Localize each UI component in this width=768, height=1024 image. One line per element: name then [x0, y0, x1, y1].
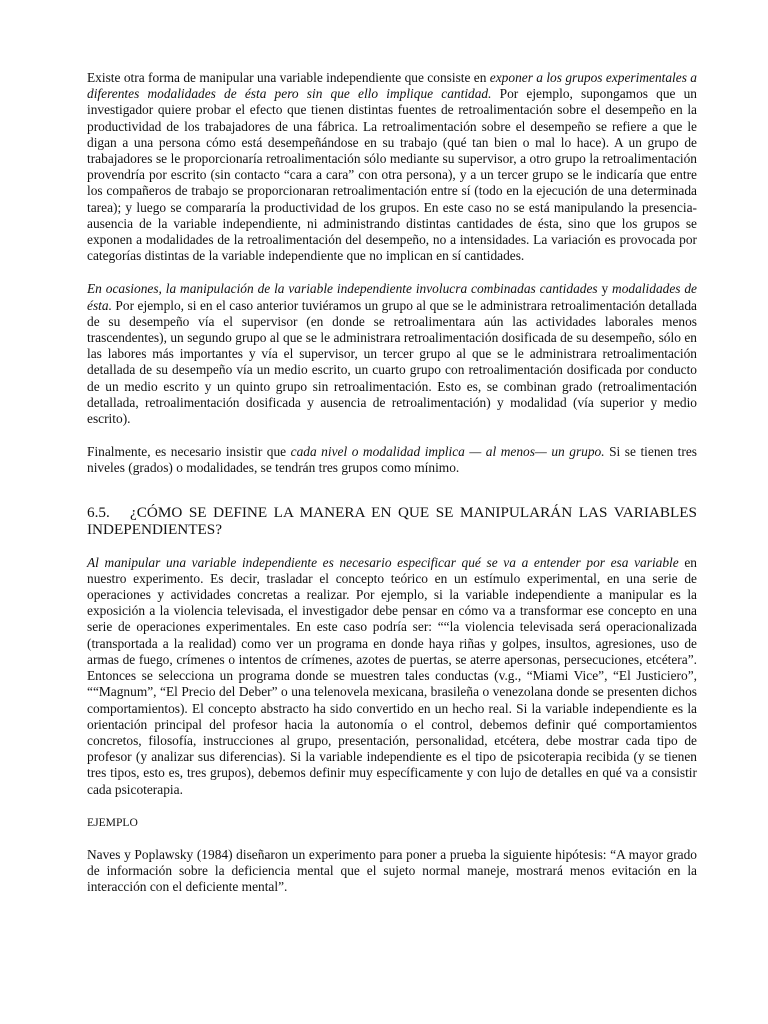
document-page — [87, 70, 697, 895]
paragraph-finalmente — [87, 444, 697, 476]
text-run: Si se tienen tres niveles (grados) o modalidades, se tendrán tres grupos como mínimo. — [87, 444, 698, 476]
section-heading — [87, 504, 697, 539]
section-title: ¿CÓMO SE DEFINE LA MANERA EN QUE SE MANIPULARÁN LAS VARIABLES INDEPENDIENTES? — [87, 503, 697, 539]
example-label: EJEMPLO — [87, 815, 138, 829]
emphasis-run: Al manipular una variable independiente es necesario especificar qué se va a entender por esa variable — [87, 554, 679, 570]
emphasis-run: modalidades de ésta. — [87, 281, 697, 313]
paragraph-combinadas — [87, 281, 697, 427]
text-run: y — [597, 281, 613, 297]
emphasis-run: cada nivel o modalidad implica — al menos— un grupo. — [290, 444, 605, 460]
text-run: Existe otra forma de manipular una variable independiente que consiste en — [87, 70, 490, 85]
paragraph-operacionalizar — [87, 555, 697, 798]
paragraph-ejemplo: Naves y Poplawsky (1984) diseñaron un experimento para poner a prueba la siguiente hipótesis: “A mayor grado de información sobre la deficiencia mental que el sujeto normal maneje, mostrará menos evitación en la interacción con el deficiente mental”. — [87, 846, 697, 895]
text-run: Por ejemplo, supongamos que un investigador quiere probar el efecto que tienen distintas fuentes de retroalimentación sobre el desempeño en la productividad de los trabajadores de una fábrica. La retroalimentación sobre el desempeño se refiere a que le digan a una persona cómo está desempeñándose en su trabajo (qué tan bien o mal lo hace). A un grupo de trabajadores se le proporcionaría retroalimentación sólo mediante su supervisor, a otro grupo la retroalimentación provendría por escrito (sin contacto “cara a cara” con otra persona), y a un tercer grupo se le indicaría que entre los compañeros de trabajo se proporcionaran retroalimentación entre sí (todo en la ejecución de una determinada tarea); y luego se compararía la productividad de los grupos. En este caso no se está manipulando la presencia-ausencia de la variable independiente, ni administrando distintas cantidades de ésta, sino que los grupos se exponen a modalidades de la retroalimentación del desempeño, no a intensidades. La variación es provocada por categorías distintas de la variable independiente que no implican en sí cantidades. — [87, 86, 698, 264]
paragraph-modalidades — [87, 70, 697, 264]
emphasis-run: exponer a los grupos experimentales a diferentes modalidades de ésta pero sin que ello implique cantidad. — [87, 70, 697, 102]
text-run: Finalmente, es necesario insistir que — [87, 444, 291, 460]
text-run: Por ejemplo, si en el caso anterior tuviéramos un grupo al que se le administrara retroalimentación detallada de su desempeño vía el supervisor (en donde se retroalimentara aún las actividades laborales menos trascendentes), un segundo grupo al que se le administrara retroalimentación dosificada de su desempeño, sólo en las labores más importantes y vía el supervisor, un tercer grupo al que se le administrara retroalimentación detallada de su desempeño vía un medio escrito, un cuarto grupo con retroalimentación dosificada por conducto de un medio escrito y un quinto grupo sin retroalimentación. Esto es, se combinan grado (retroalimentación detallada, retroalimentación dosificada y ausencia de retroalimentación) y modalidad (vía superior y medio escrito). — [87, 297, 697, 427]
text-run: en nuestro experimento. Es decir, trasladar el concepto teórico en un estímulo experimental, en una serie de operaciones y actividades concretas a realizar. Por ejemplo, si la variable independiente a manipular es la exposición a la violencia televisada, el investigador debe pensar en cómo va a transformar ese concepto en una serie de operaciones experimentales. En este caso podría ser: ““la violencia televisada será operacionalizada (transportada a la realidad) como ver un programa en donde haya riñas y golpes, insultos, agresiones, uso de armas de fuego, crímenes o intentos de crímenes, azotes de puertas, se aterre apersonas, persecuciones, etcétera”. Entonces se selecciona un programa donde se muestren tales conductas (v.g., “Miami Vice”, “El Justiciero”, ““Magnum”, “El Precio del Deber” o una telenovela mexicana, brasileña o venezolana donde se presenten dichos comportamientos). El concepto abstracto ha sido convertido en un hecho real. Si la variable independiente es la orientación principal del profesor hacia la autonomía o el control, debemos definir qué comportamientos concretos, filosofía, instrucciones al grupo, presentación, personalidad, etcétera, debe mostrar cada tipo de profesor (y analizar sus diferencias). Si la variable independiente es el tipo de psicoterapia recibida (y se tienen tres tipos, esto es, tres grupos), debemos definir muy específicamente y con lujo de detalles en qué va a consistir cada psicoterapia. — [87, 554, 697, 797]
section-number: 6.5. — [87, 503, 110, 521]
emphasis-run: En ocasiones, la manipulación de la variable independiente involucra combinadas cantidades — [87, 281, 598, 297]
